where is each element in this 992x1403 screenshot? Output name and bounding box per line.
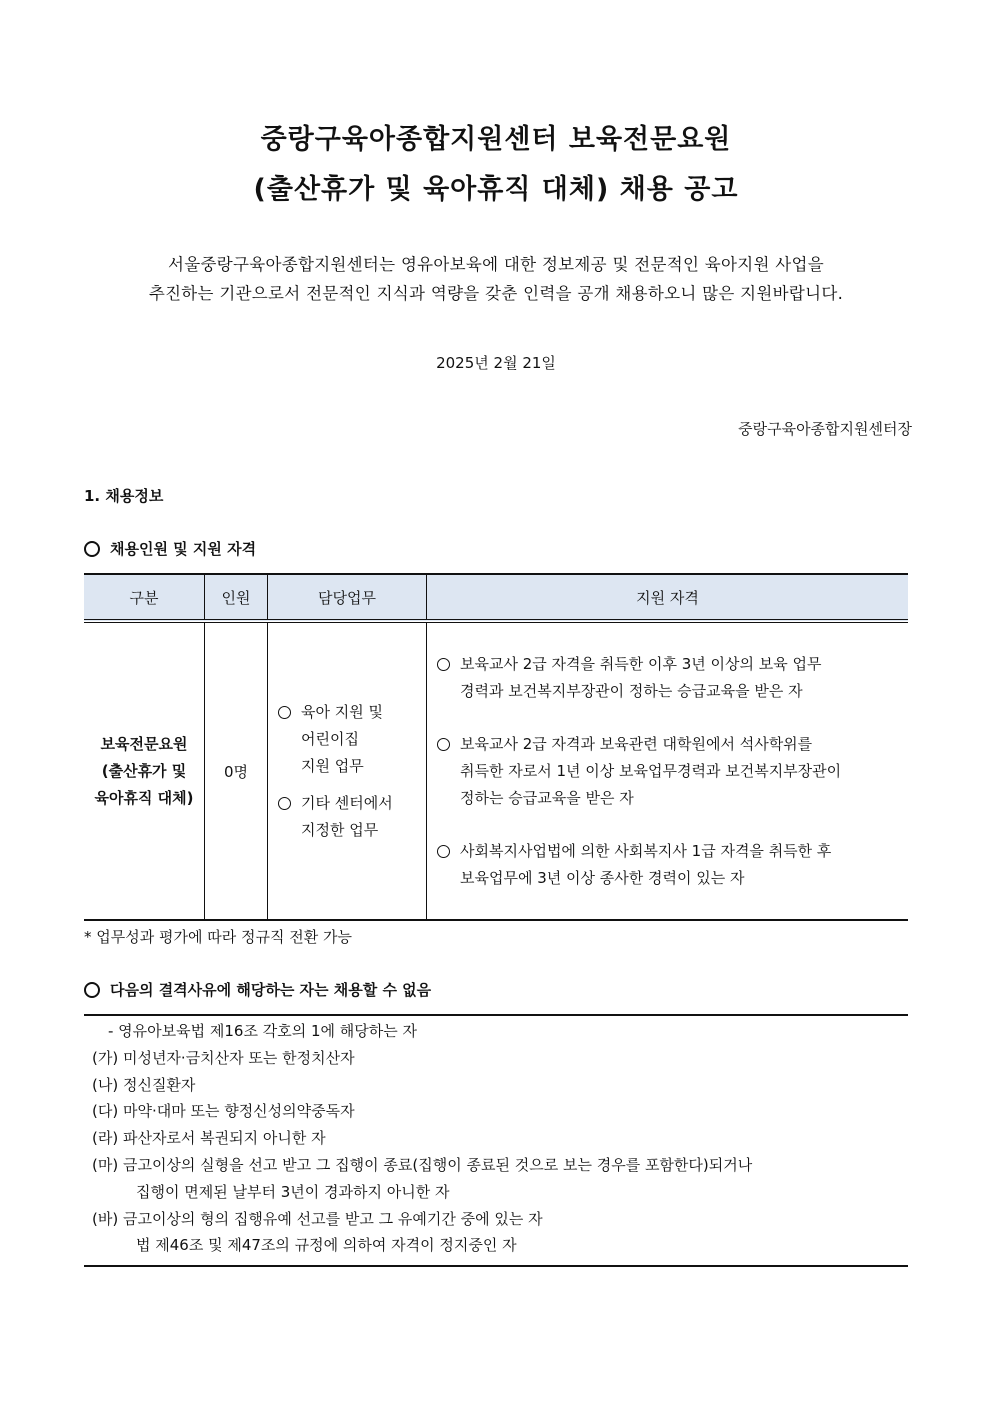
title-line-1: 중랑구육아종합지원센터 보육전문요원 <box>260 124 732 155</box>
intro-line-2: 추진하는 기관으로서 전문적인 지식과 역량을 갖춘 인력을 공개 채용하오니 많은 지원바랍니다. <box>148 284 844 303</box>
table-row <box>84 621 908 920</box>
signer: 중랑구육아종합지원센터장 <box>738 420 912 438</box>
list-item: 법 제46조 및 제47조의 규정에 의하여 자격이 정지중인 자 <box>136 1236 517 1255</box>
subheading-recruitment <box>84 538 256 559</box>
qualification-text: 경력과 보건복지부장관이 정하는 승급교육을 받은 자 <box>460 681 803 700</box>
header-duties: 담당업무 <box>268 574 427 621</box>
recruitment-table <box>84 573 908 921</box>
duty-item <box>278 699 426 780</box>
cell-category <box>84 621 205 920</box>
list-item: (마) 금고이상의 실형을 선고 받고 그 집행이 종료(집행이 종료된 것으로 보는 경우를 포함한다)되거나 <box>92 1155 753 1174</box>
subheading-recruitment-text: 채용인원 및 지원 자격 <box>110 540 257 558</box>
cell-count: 0명 <box>205 621 268 920</box>
list-item: (라) 파산자로서 복권되지 아니한 자 <box>92 1129 326 1148</box>
qualification-text: 보육교사 2급 자격과 보육관련 대학원에서 석사학위를 <box>460 734 813 753</box>
duty-text: 기타 센터에서 <box>301 793 393 812</box>
duty-item <box>278 790 426 844</box>
qualification-item <box>437 651 908 705</box>
qualification-item <box>437 731 908 812</box>
qualification-text: 사회복지사업법에 의한 사회복지사 1급 자격을 취득한 후 <box>460 841 832 860</box>
list-item: (나) 정신질환자 <box>92 1075 196 1094</box>
circle-bullet-icon <box>84 541 100 557</box>
subheading-disqualification-text: 다음의 결격사유에 해당하는 자는 채용할 수 없음 <box>110 981 432 999</box>
category-line: 육아휴직 대체) <box>94 788 194 807</box>
header-category: 구분 <box>84 574 205 621</box>
qualification-item <box>437 838 908 892</box>
list-item: (다) 마약·대마 또는 향정신성의약중독자 <box>92 1102 355 1121</box>
intro-line-1: 서울중랑구육아종합지원센터는 영유아보육에 대한 정보제공 및 전문적인 육아지원 사업을 <box>168 255 824 274</box>
circle-bullet-icon <box>437 658 450 671</box>
cell-qualifications <box>427 621 909 920</box>
disqualification-box <box>84 1014 908 1267</box>
list-item: (가) 미성년자·금치산자 또는 한정치산자 <box>92 1048 355 1067</box>
section-1-heading: 1. 채용정보 <box>84 487 164 505</box>
circle-bullet-icon <box>278 706 291 719</box>
circle-bullet-icon <box>84 982 100 998</box>
duty-text: 육아 지원 및 <box>301 702 383 721</box>
announcement-date: 2025년 2월 21일 <box>436 354 556 372</box>
table-header-row <box>84 574 908 621</box>
circle-bullet-icon <box>437 738 450 751</box>
conversion-note: * 업무성과 평가에 따라 정규직 전환 가능 <box>84 928 352 946</box>
category-line: (출산휴가 및 <box>101 761 187 780</box>
qualification-text: 보육업무에 3년 이상 종사한 경력이 있는 자 <box>460 868 745 887</box>
title-line-2: (출산휴가 및 육아휴직 대체) 채용 공고 <box>253 174 739 205</box>
duty-text: 지정한 업무 <box>301 820 379 839</box>
cell-duties <box>268 621 427 920</box>
qualification-text: 취득한 자로서 1년 이상 보육업무경력과 보건복지부장관이 <box>460 761 842 780</box>
list-item: 집행이 면제된 날부터 3년이 경과하지 아니한 자 <box>136 1182 450 1201</box>
duty-text: 지원 업무 <box>301 756 364 775</box>
subheading-disqualification <box>84 979 431 1000</box>
list-item: (바) 금고이상의 형의 집행유예 선고를 받고 그 유예기간 중에 있는 자 <box>92 1209 543 1228</box>
header-count: 인원 <box>205 574 268 621</box>
qualification-text: 보육교사 2급 자격을 취득한 이후 3년 이상의 보육 업무 <box>460 654 822 673</box>
category-line: 보육전문요원 <box>100 734 188 753</box>
header-qualifications: 지원 자격 <box>427 574 909 621</box>
duty-text: 어린이집 <box>301 729 359 748</box>
qualification-text: 정하는 승급교육을 받은 자 <box>460 788 634 807</box>
circle-bullet-icon <box>437 845 450 858</box>
list-item: - 영유아보육법 제16조 각호의 1에 해당하는 자 <box>108 1022 417 1040</box>
intro-paragraph <box>80 250 912 308</box>
circle-bullet-icon <box>278 797 291 810</box>
